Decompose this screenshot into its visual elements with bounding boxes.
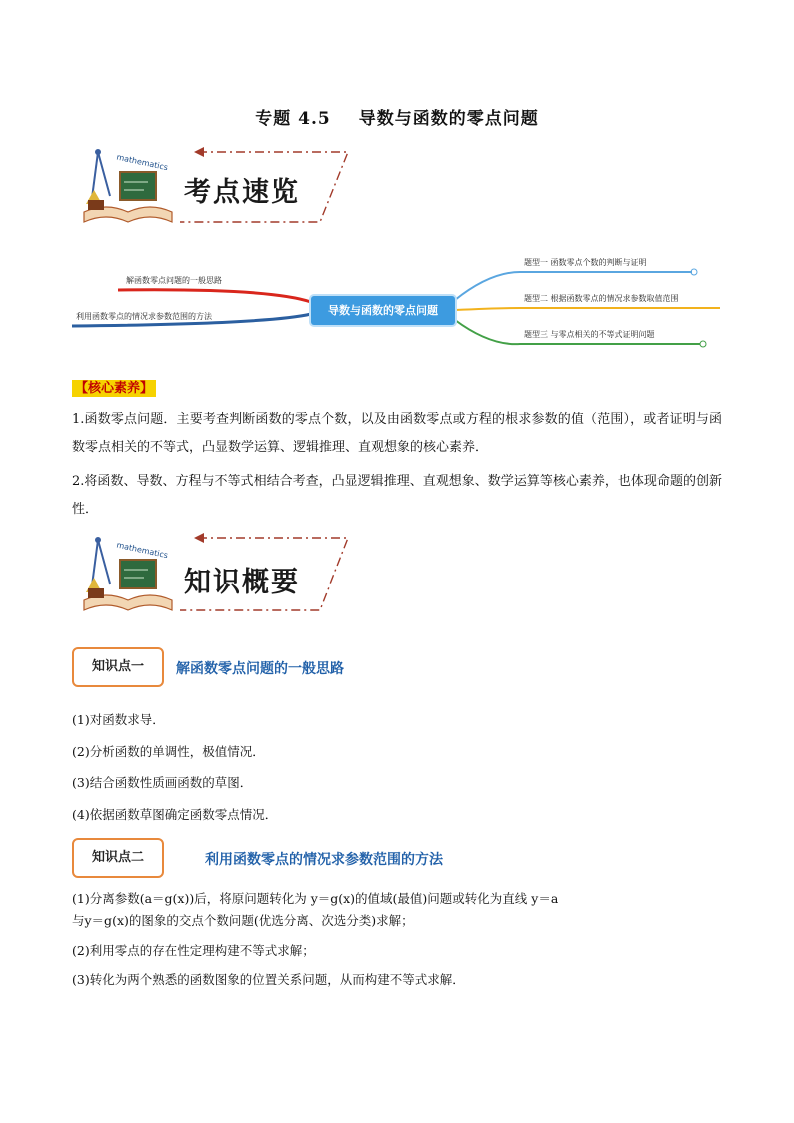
k1-item-1: (1)对函数求导．: [72, 712, 165, 727]
mindmap-right-2: 题型二 根据函数零点的情况求参数取值范围: [524, 294, 679, 303]
k1-item-4: (4)依据函数草图确定函数零点情况．: [72, 807, 278, 822]
core-paragraph-1: 1.函数零点问题．主要考查判断函数的零点个数，以及由函数零点或方程的根求参数的值（范围），或者证明与函数零点相关的不等式，凸显数学运算、逻辑推理、直观想象的核心素养．: [72, 412, 722, 455]
page-title: [0, 104, 794, 129]
mindmap-right-1: 题型一 函数零点个数的判断与证明: [524, 258, 647, 267]
mindmap-center: 导数与函数的零点问题: [311, 296, 455, 325]
k1-item-3: (3)结合函数性质画函数的草图．: [72, 775, 253, 790]
svg-text:mathematics: mathematics: [115, 152, 169, 173]
core-paragraph-2: 2.将函数、导数、方程与不等式相结合考查，凸显逻辑推理、直观想象、数学运算等核心素养，也体现命题的创新性．: [72, 474, 722, 517]
knowledge-point-2-heading: 利用函数零点的情况求参数范围的方法: [205, 852, 443, 868]
svg-text:mathematics: mathematics: [115, 540, 169, 561]
mindmap-left-1: 解函数零点问题的一般思路: [126, 276, 222, 285]
k1-item-2: (2)分析函数的单调性，极值情况．: [72, 744, 265, 759]
banner-kaodian: [70, 140, 360, 230]
mindmap-right-3: 题型三 与零点相关的不等式证明问题: [524, 330, 655, 339]
knowledge-point-1-heading: 解函数零点问题的一般思路: [176, 661, 344, 677]
title-text: 导数与函数的零点问题: [358, 109, 539, 129]
banner-zhishi-text: 知识概要: [184, 567, 300, 598]
k2-item-2: 与y＝g(x)的图象的交点个数问题(优选分离、次选分类)求解；: [72, 913, 414, 928]
knowledge-point-2-label: 知识点二: [72, 838, 164, 878]
k2-item-4: (3)转化为两个熟悉的函数图象的位置关系问题，从而构建不等式求解．: [72, 972, 465, 987]
mathematics-logo-icon: [78, 142, 178, 228]
core-heading: 【核心素养】: [72, 380, 156, 397]
title-code: 专题 4.5: [255, 109, 331, 129]
k2-item-3: (2)利用零点的存在性定理构建不等式求解；: [72, 943, 315, 958]
mathematics-logo-icon-2: [78, 530, 178, 616]
mindmap-left-2: 利用函数零点的情况求参数范围的方法: [76, 312, 212, 321]
k2-item-1: (1)分离参数(a＝g(x))后，将原问题转化为 y＝g(x)的值域(最值)问题或转化为直线 y＝a: [72, 891, 559, 906]
banner-zhishi: [70, 530, 360, 620]
banner-kaodian-text: 考点速览: [184, 177, 300, 208]
knowledge-point-1-label: 知识点一: [72, 647, 164, 687]
core-heading-wrap: [72, 377, 156, 396]
